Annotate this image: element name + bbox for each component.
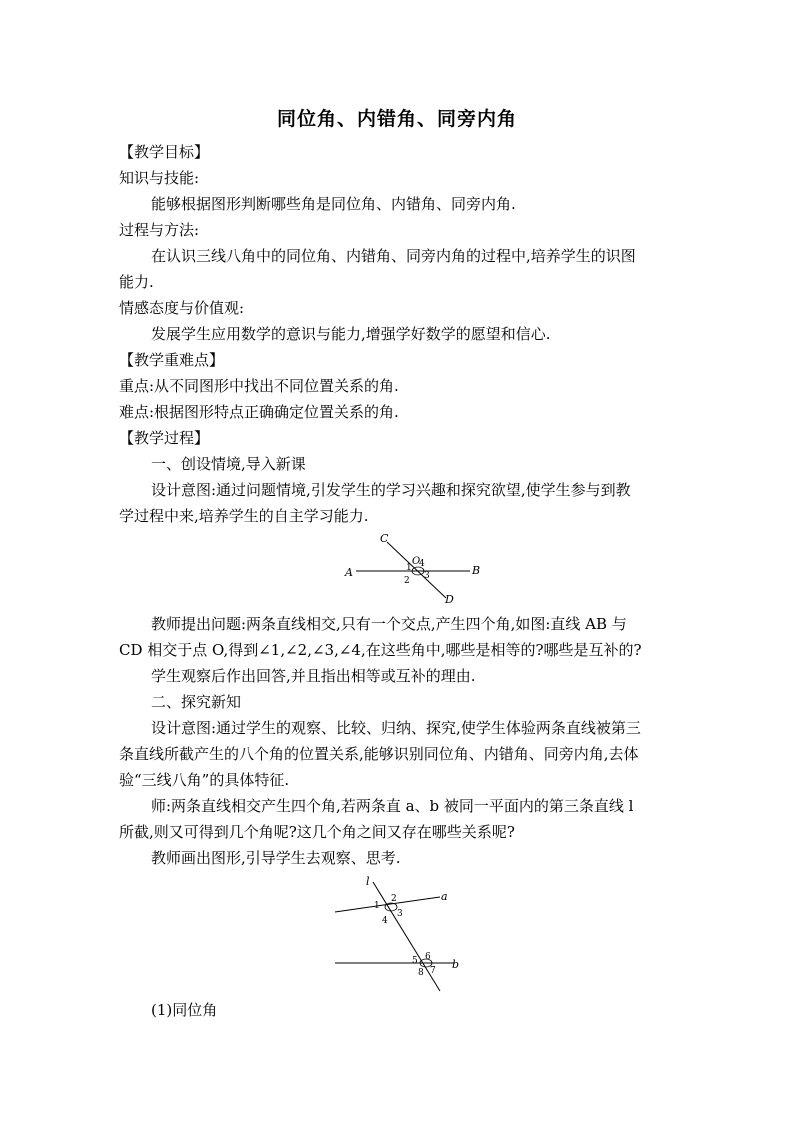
line-a [335,897,440,912]
section-heading-objectives: 【教学目标】 [119,143,210,161]
angle-label-3: 3 [397,909,403,919]
paragraph-line: 能够根据图形判断哪些角是同位角、内错角、同旁内角. [151,195,516,213]
angle-label-2: 2 [404,576,410,586]
intersecting-lines-figure [340,532,490,608]
angle-label-3: 3 [424,571,430,581]
paragraph-line: CD 相交于点 O,得到∠1,∠2,∠3,∠4,在这些角中,哪些是相等的?哪些是互补的? [119,641,642,659]
subsection-heading: (1)同位角 [151,1001,218,1019]
paragraph-line: 设计意图:通过学生的观察、比较、归纳、探究,使学生体验两条直线被第三 [151,719,641,737]
paragraph-line: 教师提出问题:两条直线相交,只有一个交点,产生四个角,如图:直线 AB 与 [151,615,627,633]
line-cd [387,542,446,598]
angle-label-4: 4 [382,916,388,926]
step-heading: 一、创设情境,导入新课 [151,455,306,473]
angle-label-7: 7 [430,966,436,976]
paragraph-line: 验“三线八角”的具体特征. [119,771,290,789]
line-label-b: b [452,958,460,971]
paragraph-line: 学生观察后作出回答,并且指出相等或互补的理由. [151,667,476,685]
paragraph-line: 在认识三线八角中的同位角、内错角、同旁内角的过程中,培养学生的识图 [151,247,636,265]
paragraph-line: 设计意图:通过问题情境,引发学生的学习兴趣和探究欲望,使学生参与到教 [151,481,631,499]
angle-label-1: 1 [374,901,380,911]
angle-label-2: 2 [391,894,397,904]
paragraph-line: 所截,则又可得到几个角呢?这几个角之间又存在哪些关系呢? [119,823,515,841]
line-label-a: a [441,890,448,903]
paragraph-line: 能力. [119,273,154,291]
paragraph-line: 教师画出图形,引导学生去观察、思考. [151,849,401,867]
page-title: 同位角、内错角、同旁内角 [276,108,517,130]
angle-label-4: 4 [419,559,425,569]
step-heading: 二、探究新知 [151,693,242,711]
transversal-figure [330,872,470,994]
point-label-c: C [380,532,389,545]
point-label-o: O [412,556,421,567]
subheading-attitudes-values: 情感态度与价值观: [119,299,245,317]
point-label-a: A [345,566,353,579]
section-heading-key-points: 【教学重难点】 [119,351,225,369]
angle-label-6: 6 [425,952,431,962]
line-label-l: l [366,875,370,888]
difficult-point-line: 难点:根据图形特点正确确定位置关系的角. [119,403,399,421]
paragraph-line: 师:两条直线相交产生四个角,若两条直 a、b 被同一平面内的第三条直线 l [151,797,634,815]
angle-label-5: 5 [412,956,418,966]
section-heading-process: 【教学过程】 [119,429,210,447]
point-label-d: D [445,593,454,606]
angle-label-8: 8 [418,968,424,978]
paragraph-line: 发展学生应用数学的意识与能力,增强学好数学的愿望和信心. [151,325,551,343]
key-point-line: 重点:从不同图形中找出不同位置关系的角. [119,377,399,395]
subheading-knowledge-skills: 知识与技能: [119,169,200,187]
angle-label-1: 1 [406,563,412,573]
point-label-b: B [472,564,481,577]
paragraph-line: 条直线所截产生的八个角的位置关系,能够识别同位角、内错角、同旁内角,去体 [119,745,639,763]
paragraph-line: 学过程中来,培养学生的自主学习能力. [119,507,369,525]
subheading-process-methods: 过程与方法: [119,221,200,239]
